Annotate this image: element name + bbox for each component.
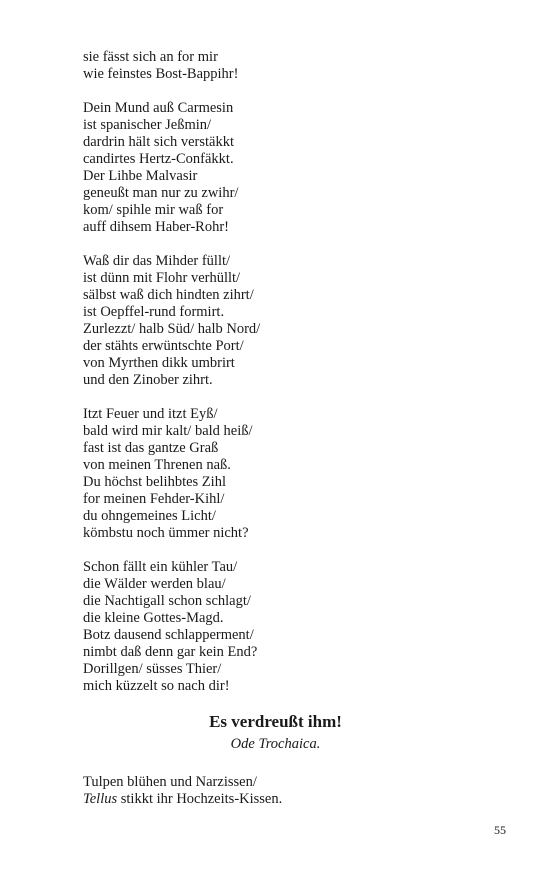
- verse-line: Schon fällt ein kühler Tau/: [83, 559, 238, 575]
- verse-line: Botz dausend schlapperment/: [83, 627, 254, 643]
- verse-line: for meinen Fehder-Kihl/: [83, 491, 225, 507]
- stanza: [83, 559, 503, 695]
- verse-line: Der Lihbe Malvasir: [83, 168, 198, 184]
- poem-subtitle: Ode Trochaica.: [230, 736, 321, 752]
- verse-line: dardrin hält sich verstäkkt: [83, 134, 234, 150]
- verse-line: fast ist das gantze Graß: [83, 440, 219, 456]
- poem-body: [83, 49, 503, 825]
- verse-line-rest: stikkt ihr Hochzeits-Kissen.: [117, 791, 283, 807]
- verse-line: Tulpen blühen und Narzissen/: [83, 774, 257, 790]
- verse-line: die Nachtigall schon schlagt/: [83, 593, 251, 609]
- verse-line: ist spanischer Jeßmin/: [83, 117, 212, 133]
- verse-line: Zurlezzt/ halb Süd/ halb Nord/: [83, 321, 261, 337]
- verse-line: nimbt daß denn gar kein End?: [83, 644, 258, 660]
- verse-line: Itzt Feuer und itzt Eyß/: [83, 406, 218, 422]
- verse-line: Dein Mund auß Carmesin: [83, 100, 234, 116]
- verse-line: ist Oepffel-rund formirt.: [83, 304, 225, 320]
- stanza: [83, 774, 503, 808]
- italic-word: Tellus: [83, 791, 118, 807]
- stanza-list: [83, 49, 503, 695]
- verse-line: ist dünn mit Flohr verhüllt/: [83, 270, 241, 286]
- verse-line: sälbst waß dich hindten zihrt/: [83, 287, 254, 303]
- poem-title: Es verdreußt ihm!: [209, 712, 342, 731]
- verse-line: von meinen Threnen naß.: [83, 457, 231, 473]
- verse-line: die Wälder werden blau/: [83, 576, 226, 592]
- verse-line: candirtes Hertz-Confäkkt.: [83, 151, 234, 167]
- verse-line: auff dihsem Haber-Rohr!: [83, 219, 230, 235]
- stanza: [83, 253, 503, 389]
- page-number: 55: [494, 823, 506, 837]
- verse-line: mich küzzelt so nach dir!: [83, 678, 230, 694]
- verse-line: kom/ spihle mir waß for: [83, 202, 224, 218]
- verse-line: der stähts erwüntschte Port/: [83, 338, 244, 354]
- verse-line: sie fässt sich an for mir: [83, 49, 218, 65]
- verse-line: bald wird mir kalt/ bald heiß/: [83, 423, 253, 439]
- verse-line: und den Zinober zihrt.: [83, 372, 213, 388]
- verse-line: von Myrthen dikk umbrirt: [83, 355, 235, 371]
- stanza: [83, 406, 503, 542]
- verse-line: Du höchst belihbtes Zihl: [83, 474, 226, 490]
- verse-line: kömbstu noch ümmer nicht?: [83, 525, 249, 541]
- verse-line: [83, 791, 503, 808]
- verse-line: die kleine Gottes-Magd.: [83, 610, 224, 626]
- verse-line: Dorillgen/ süsses Thier/: [83, 661, 222, 677]
- verse-line: wie feinstes Bost-Bappihr!: [83, 66, 239, 82]
- stanza: [83, 100, 503, 236]
- verse-line: geneußt man nur zu zwihr/: [83, 185, 239, 201]
- verse-line: Waß dir das Mihder füllt/: [83, 253, 231, 269]
- verse-line: du ohngemeines Licht/: [83, 508, 216, 524]
- stanza: [83, 49, 503, 83]
